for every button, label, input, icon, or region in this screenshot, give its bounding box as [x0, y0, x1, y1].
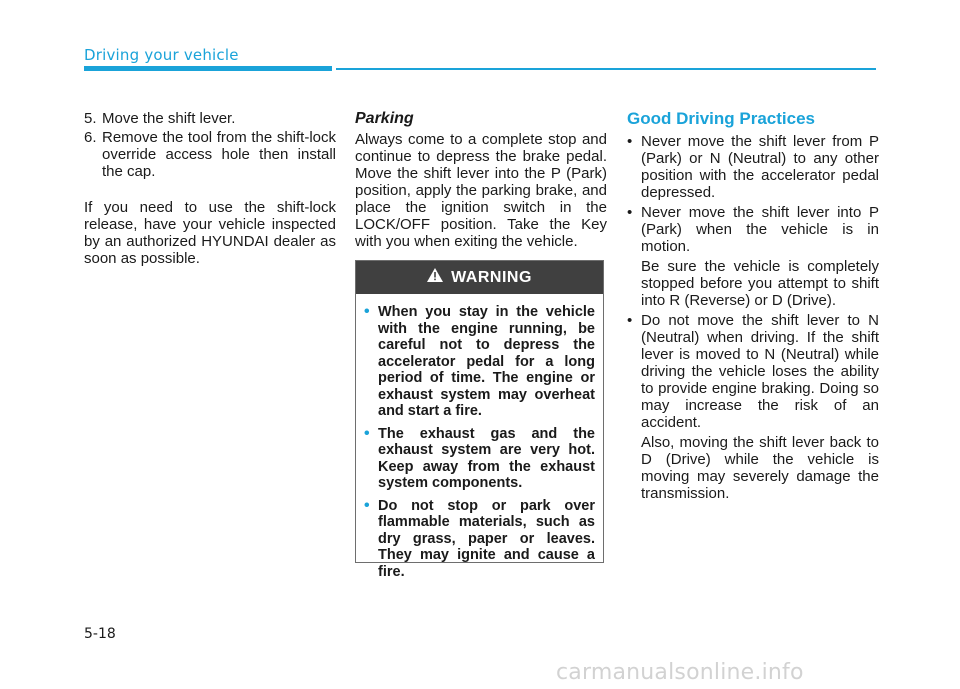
practice-text: Do not move the shift lever to N (Neutral) when driving. If the shift lever is moved to N (Neutral) while driving the vehicle loses the ability to provide engine braking. Doing so may increase the risk of an accident. [641, 312, 879, 431]
step-number: 5. [84, 110, 97, 127]
warning-item-text: Do not stop or park over flammable materials, such as dry grass, paper or leaves. They may ignite and cause a fire. [378, 497, 595, 580]
parking-subheading: Parking [355, 110, 414, 127]
bullet-dot-icon: • [627, 133, 633, 150]
step-text: Remove the tool from the shift-lock override access hole then install the cap. [102, 129, 336, 180]
practice-extra: Be sure the vehicle is completely stopped before you attempt to shift into R (Reverse) or D (Drive). [641, 258, 879, 309]
practice-text: Never move the shift lever into P (Park) when the vehicle is in motion. [641, 204, 879, 255]
warning-title: WARNING [451, 268, 532, 286]
shift-lock-paragraph: If you need to use the shift-lock release, have your vehicle inspected by an authorized HYUNDAI dealer as soon as possible. [84, 199, 336, 267]
bullet-dot-icon: • [364, 303, 370, 320]
step-item [84, 110, 336, 127]
watermark: carmanualsonline.info [556, 660, 804, 685]
warning-triangle-icon [427, 268, 451, 287]
practice-bullet [627, 204, 879, 255]
column-2 [355, 110, 607, 250]
practice-bullet [627, 312, 879, 431]
section-title: Driving your vehicle [84, 46, 239, 64]
step-item [84, 129, 336, 180]
practice-extra: Also, moving the shift lever back to D (Drive) while the vehicle is moving may severely damage the transmission. [641, 434, 879, 502]
practice-bullet [627, 133, 879, 201]
bullet-dot-icon: • [627, 204, 633, 221]
warning-item-text: The exhaust gas and the exhaust system are very hot. Keep away from the exhaust system components. [378, 425, 595, 491]
column-3 [627, 110, 879, 505]
parking-paragraph: Always come to a complete stop and continue to depress the brake pedal. Move the shift lever into the P (Park) position, apply the parking brake, and place the ignition switch in the LOCK/OFF position. Take the Key with you when exiting the vehicle. [355, 131, 607, 250]
practice-text: Never move the shift lever from P (Park) or N (Neutral) to any other position with the accelerator pedal depressed. [641, 133, 879, 201]
warning-header [356, 261, 603, 294]
good-driving-heading: Good Driving Practices [627, 109, 815, 128]
step-text: Move the shift lever. [102, 110, 236, 127]
step-number: 6. [84, 129, 97, 146]
warning-item [364, 426, 595, 492]
bullet-dot-icon: • [364, 496, 370, 514]
page-number: 5-18 [84, 626, 116, 642]
warning-item [364, 304, 595, 420]
warning-item-text: When you stay in the vehicle with the engine running, be careful not to depress the accelerator pedal for a long period of time. The engine or exhaust system may overheat and start a fire. [378, 304, 595, 419]
column-1 [84, 110, 336, 267]
bullet-dot-icon: • [627, 312, 633, 329]
header-rule-thick [84, 66, 332, 71]
warning-item [364, 498, 595, 581]
warning-body [356, 294, 603, 580]
header-rule-thin [336, 68, 876, 70]
bullet-dot-icon: • [364, 424, 370, 442]
warning-box [355, 260, 604, 580]
